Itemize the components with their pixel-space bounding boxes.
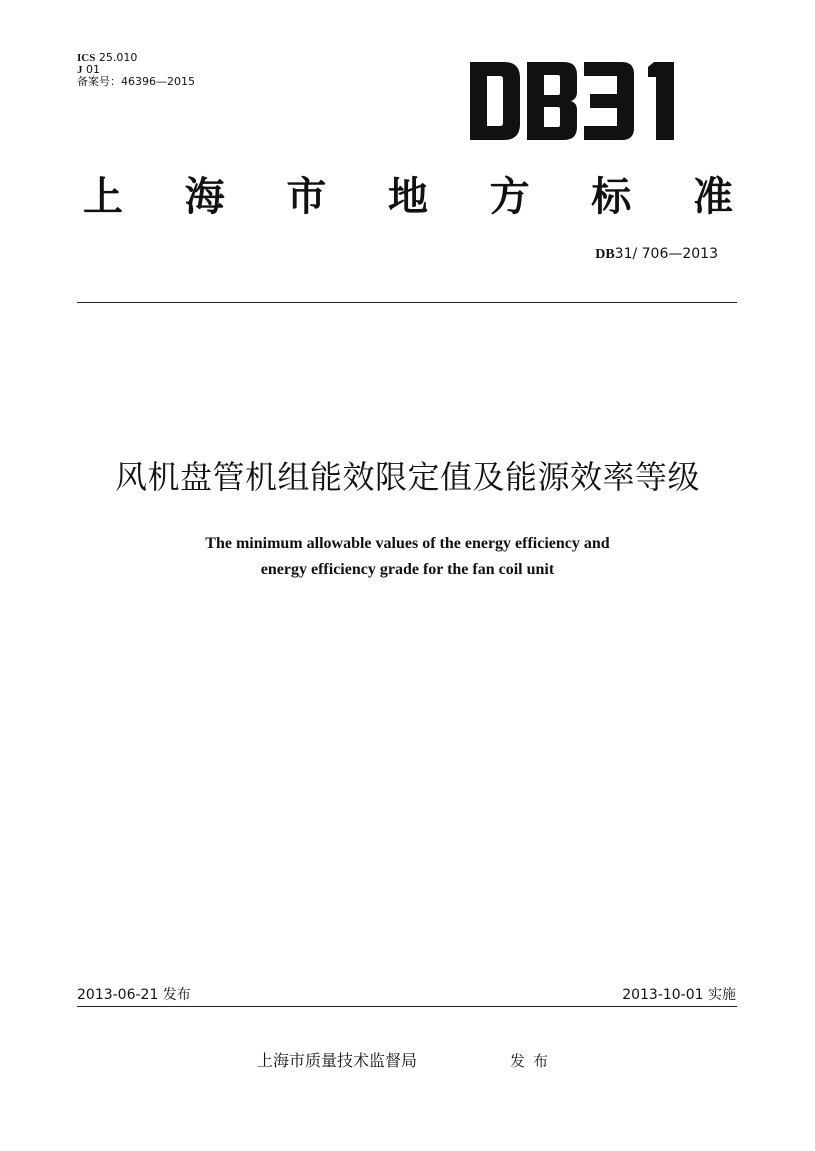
- db31-logo: [470, 62, 692, 140]
- heading-char: 地: [387, 173, 428, 220]
- filing-value: 46396—2015: [121, 75, 195, 88]
- heading-char: 准: [692, 173, 733, 220]
- ics-value: 25.010: [98, 51, 138, 64]
- logo-digit-1: [648, 62, 674, 140]
- issue-action: 发布: [510, 1052, 557, 1070]
- logo-letter-d: [470, 62, 520, 140]
- heading-char: 上: [83, 173, 123, 220]
- title-en-line-2: energy efficiency grade for the fan coil unit: [260, 561, 555, 578]
- standard-metadata: [77, 52, 195, 88]
- top-divider: [77, 302, 737, 303]
- implementation-date: 2013-10-01 实施: [622, 987, 736, 1003]
- issuing-authority: 上海市质量技术监督局: [257, 1051, 418, 1070]
- heading-char: 标: [591, 173, 632, 220]
- filing-number: [77, 76, 195, 88]
- heading-char: 市: [286, 173, 327, 220]
- standard-number-prefix: DB: [595, 247, 615, 262]
- title-en-line-1: The minimum allowable values of the energy efficiency and: [205, 535, 610, 552]
- class-value: 01: [86, 63, 100, 76]
- publish-date: 2013-06-21 发布: [77, 987, 191, 1003]
- ics-label: ICS: [77, 52, 96, 64]
- standard-number-value: 31/ 706—2013: [614, 246, 718, 262]
- heading-char: 海: [184, 173, 225, 220]
- class-label: J: [77, 64, 83, 76]
- logo-letter-b: [527, 62, 577, 140]
- bottom-divider: [77, 1006, 737, 1007]
- heading-char: 方: [489, 173, 530, 220]
- document-title-en: [0, 531, 815, 583]
- document-title-cn: 风机盘管机组能效限定值及能源效率等级: [114, 458, 700, 496]
- filing-label: 备案号：: [77, 75, 121, 88]
- logo-digit-3: [584, 62, 634, 140]
- standard-type-heading: [78, 163, 738, 223]
- standard-number: [595, 246, 718, 263]
